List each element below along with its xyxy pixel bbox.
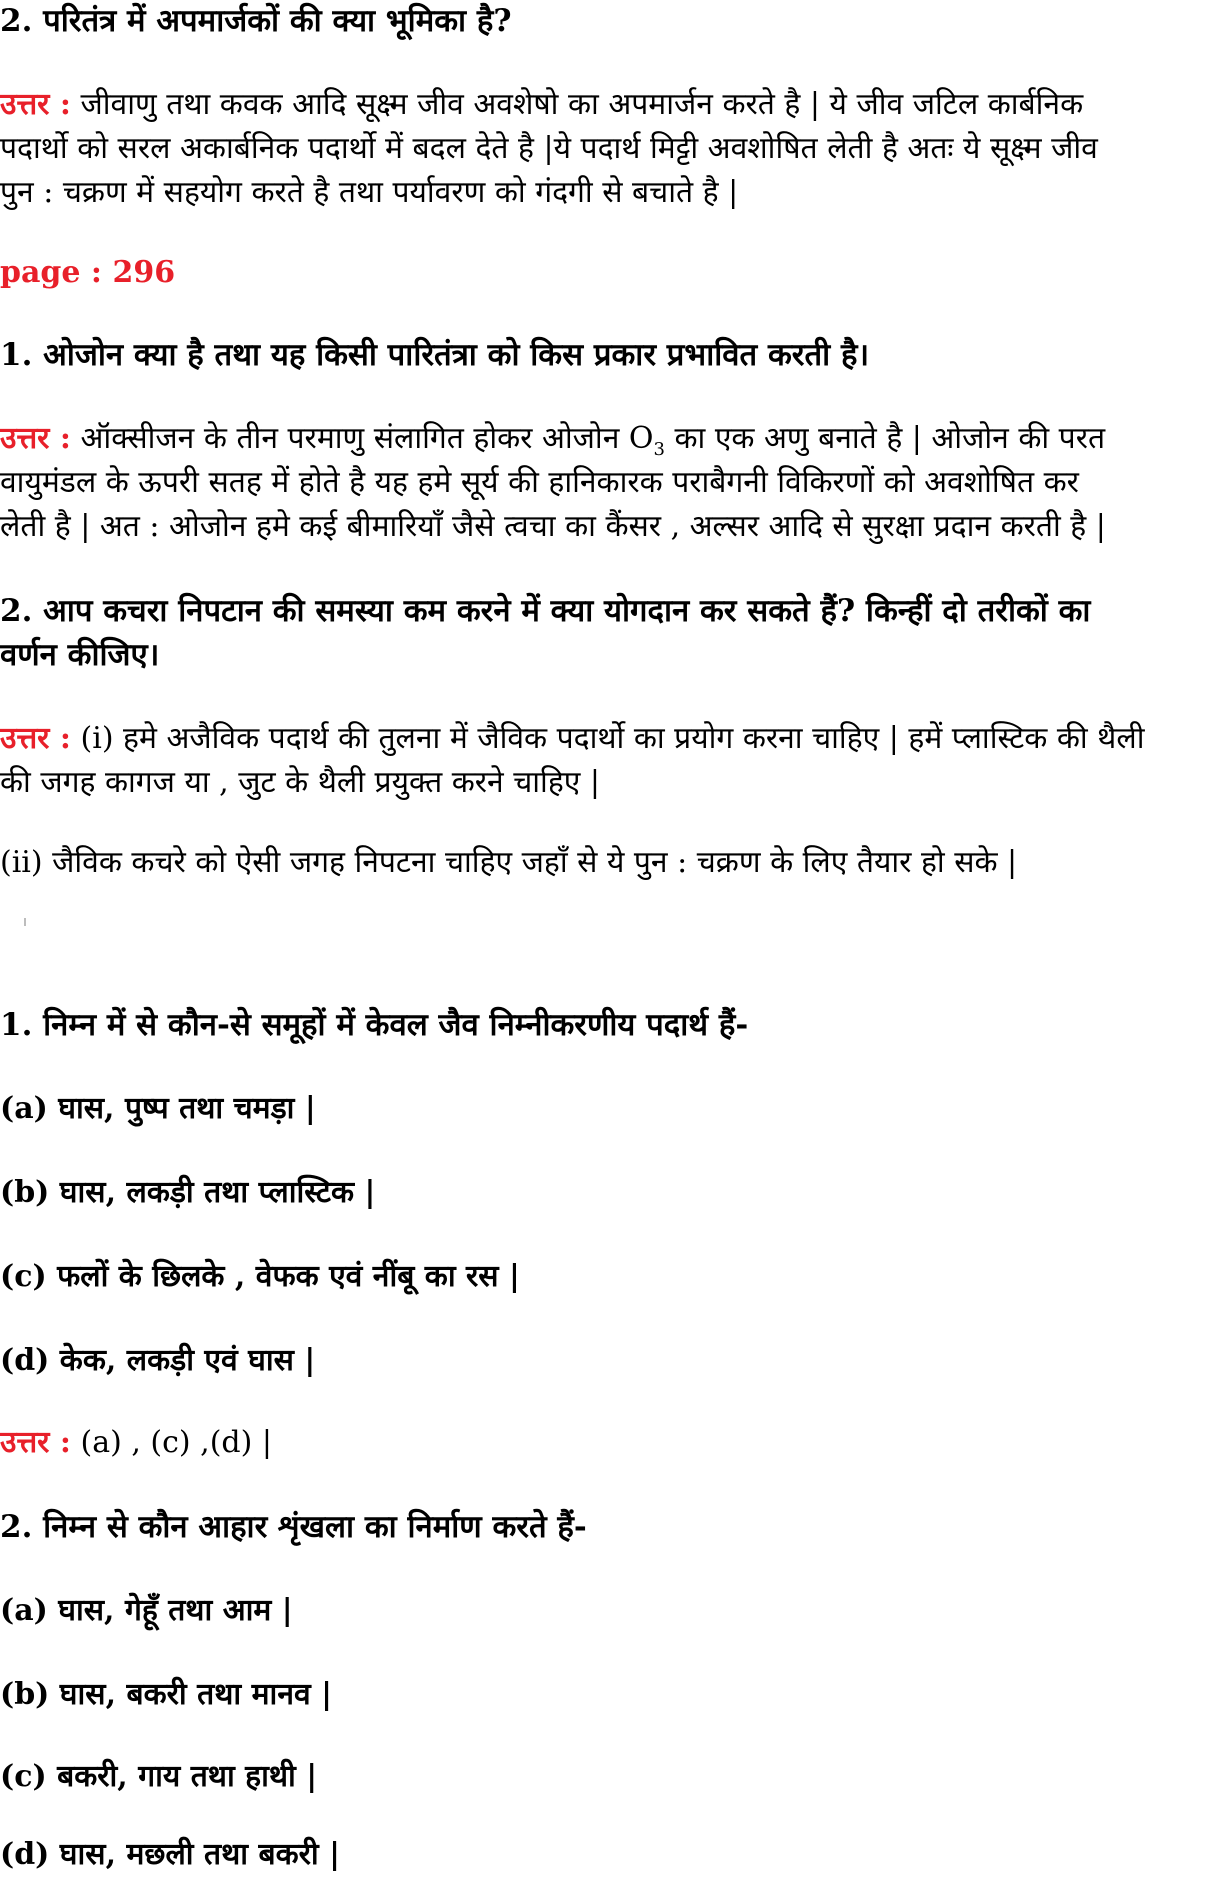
question-heading: 2. आप कचरा निपटान की समस्या कम करने में क्या योगदान कर सकते हैं? किन्हीं दो तरीकों का [0, 593, 1091, 629]
option-b: (b) घास, लकड़ी तथा प्लास्टिक | [0, 1175, 376, 1210]
option-c: (c) बकरी, गाय तथा हाथी | [0, 1759, 318, 1794]
answer-text: की जगह कागज या , जुट के थैली प्रयुक्त करने चाहिए | [0, 765, 600, 800]
question-heading: 1. ओजोन क्या है तथा यह किसी पारितंत्रा को किस प्रकार प्रभावित करती है। [0, 337, 870, 373]
option-c: (c) फलों के छिलके , वेफक एवं नींबू का रस | [0, 1259, 520, 1294]
answer-line [0, 84, 1083, 126]
answer-text: (a) , (c) ,(d) | [80, 1425, 272, 1460]
option-a: (a) घास, पुष्प तथा चमड़ा | [0, 1091, 316, 1126]
question-heading: वर्णन कीजिए। [0, 637, 160, 673]
question-heading: 2. परितंत्र में अपमार्जकों की क्या भूमिका है? [0, 3, 512, 39]
option-d: (d) केक, लकड़ी एवं घास | [0, 1343, 316, 1378]
subscript: 3 [653, 439, 665, 460]
option-d: (d) घास, मछली तथा बकरी | [0, 1837, 341, 1872]
answer-text: (i) हमे अजैविक पदार्थ की तुलना में जैविक पदार्थो का प्रयोग करना चाहिए | हमें प्लास्टिक की थैली [80, 721, 1145, 756]
question-heading: 2. निम्न से कौन आहार शृंखला का निर्माण करते हैं- [0, 1509, 587, 1545]
answer-text: लेती है | अत : ओजोन हमे कई बीमारियाँ जैसे त्वचा का कैंसर , अल्सर आदि से सुरक्षा प्रदान करती है | [0, 509, 1106, 544]
answer-text: पदार्थो को सरल अकार्बनिक पदार्थो में बदल देते है |ये पदार्थ मिट्टी अवशोषित लेती है अतः ये सूक्ष्म जीव [0, 131, 1098, 166]
answer-line [0, 1422, 272, 1464]
answer-label: उत्तर : [0, 1425, 71, 1460]
page-number-label: page : 296 [0, 255, 176, 290]
question-heading: 1. निम्न में से कौन-से समूहों में केवल जैव निम्नीकरणीय पदार्थ हैं- [0, 1007, 749, 1043]
answer-text: जीवाणु तथा कवक आदि सूक्ष्म जीव अवशेषो का अपमार्जन करते है | ये जीव जटिल कार्बनिक [80, 87, 1084, 122]
answer-text: ऑक्सीजन के तीन परमाणु संलागित होकर ओजोन O [80, 421, 654, 456]
answer-label: उत्तर : [0, 721, 71, 756]
option-b: (b) घास, बकरी तथा मानव | [0, 1677, 333, 1712]
option-a: (a) घास, गेहूँ तथा आम | [0, 1593, 293, 1628]
answer-label: उत्तर : [0, 87, 71, 122]
scan-mark [24, 918, 26, 926]
answer-line [0, 418, 1105, 460]
answer-text: का एक अणु बनाते है | ओजोन की परत [664, 421, 1106, 456]
answer-label: उत्तर : [0, 421, 71, 456]
answer-line [0, 718, 1144, 760]
answer-text: वायुमंडल के ऊपरी सतह में होते है यह हमे सूर्य की हानिकारक पराबैगनी विकिरणों को अवशोषित कर [0, 465, 1079, 500]
answer-text: पुन : चक्रण में सहयोग करते है तथा पर्यावरण को गंदगी से बचाते है | [0, 175, 739, 210]
answer-text: (ii) जैविक कचरे को ऐसी जगह निपटना चाहिए जहाँ से ये पुन : चक्रण के लिए तैयार हो सके | [0, 845, 1018, 880]
